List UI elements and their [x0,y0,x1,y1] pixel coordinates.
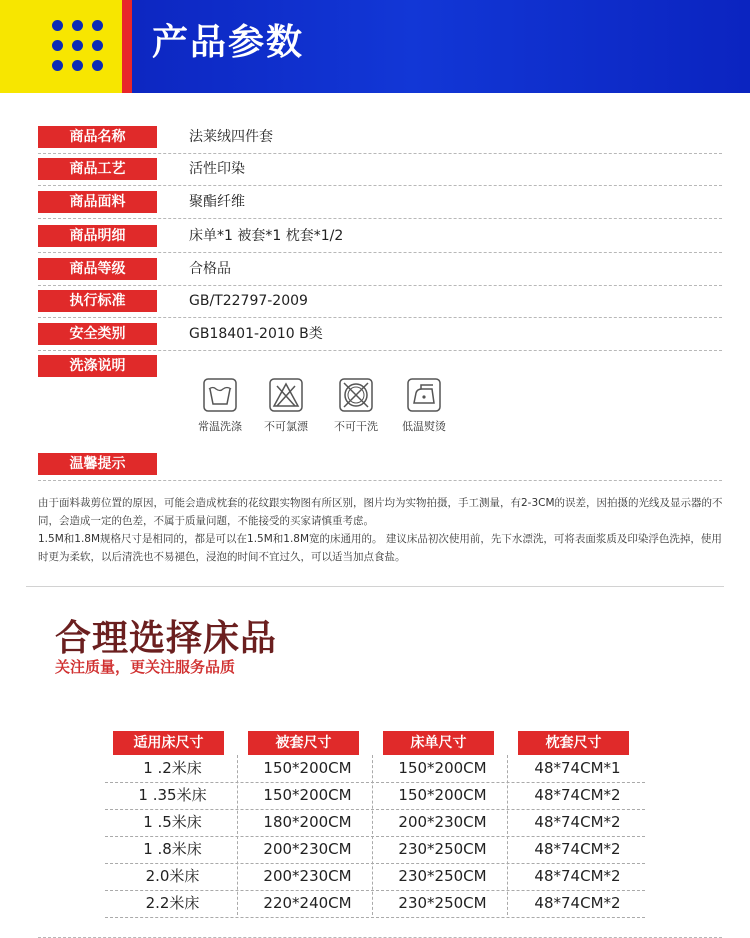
section-title: 合理选择床品 [55,618,278,659]
iron-low-icon [407,378,441,412]
table-cell: 200*230CM [263,840,352,858]
page-title: 产品参数 [152,22,305,63]
param-divider [38,185,722,186]
param-label: 安全类别 [38,323,157,345]
table-cell: 48*74CM*2 [534,813,621,831]
param-label: 商品工艺 [38,158,157,180]
table-cell: 48*74CM*2 [534,840,621,858]
param-row [38,187,722,219]
wash-label: 常温洗涤 [198,420,242,433]
table-cell: 180*200CM [263,813,352,831]
column-header: 床单尺寸 [383,731,494,755]
wash-label: 不可氯漂 [264,420,308,433]
no-dryclean-icon [339,378,373,412]
param-row [38,286,722,318]
param-value: 合格品 [189,261,231,277]
param-label: 商品明细 [38,225,157,247]
table-cell: 200*230CM [263,867,352,885]
wash-label: 不可干洗 [334,420,378,433]
param-label: 商品面料 [38,191,157,213]
dots-icon [52,20,104,72]
table-cell: 48*74CM*2 [534,894,621,912]
param-row [38,154,722,186]
table-cell: 48*74CM*2 [534,867,621,885]
param-label: 洗涤说明 [38,355,157,377]
param-divider [38,480,722,481]
param-row-tips [38,449,722,481]
basin-icon [203,378,237,412]
table-cell: 48*74CM*1 [534,759,621,777]
param-label: 温馨提示 [38,453,157,475]
banner-yellow-block [0,0,122,93]
column-header: 被套尺寸 [248,731,359,755]
header-banner [0,0,750,93]
table-cell: 220*240CM [263,894,352,912]
grid-line [105,917,645,918]
section-divider [26,586,724,587]
table-cell: 230*250CM [398,840,487,858]
table-cell: 200*230CM [398,813,487,831]
table-cell: 150*200CM [263,759,352,777]
no-bleach-icon [269,378,303,412]
param-label: 商品名称 [38,126,157,148]
table-cell: 230*250CM [398,867,487,885]
param-label: 商品等级 [38,258,157,280]
table-cell: 150*200CM [398,786,487,804]
param-label: 执行标准 [38,290,157,312]
column-header: 适用床尺寸 [113,731,224,755]
table-cell: 2.2米床 [145,894,200,912]
param-row [38,254,722,286]
table-cell: 1 .35米床 [138,786,207,804]
param-value: 聚酯纤维 [189,194,245,210]
param-value: 活性印染 [189,161,245,177]
param-divider [38,252,722,253]
table-cell: 150*200CM [398,759,487,777]
param-row [38,221,722,253]
param-divider [38,218,722,219]
table-cell: 1 .8米床 [143,840,202,858]
wash-icon-basin [190,378,250,434]
table-cell: 1 .5米床 [143,813,202,831]
param-value: GB/T22797-2009 [189,293,308,309]
column-header: 枕套尺寸 [518,731,629,755]
table-cell: 2.0米床 [145,867,200,885]
notice-text [38,494,726,566]
table-cell: 1 .2米床 [143,759,202,777]
size-table [105,727,645,917]
table-cell: 48*74CM*2 [534,786,621,804]
table-cell: 230*250CM [398,894,487,912]
wash-icon-no-bleach [256,378,316,434]
notice-line-2: 1.5M和1.8M规格尺寸是相同的，都是可以在1.5M和1.8M宽的床通用的。 建议床品初次使用前，先下水漂洗，可将表面浆质及印染浮色洗掉，使用时更为柔软，以后清洗也不易褪色，浸泡的时间不宜过久，可以适当加点食盐。 [38,533,722,563]
param-divider [38,317,722,318]
param-row [38,122,722,154]
param-value: 法莱绒四件套 [189,129,273,145]
table-cell: 150*200CM [263,786,352,804]
banner-stripe [122,0,132,93]
wash-icon-no-dryclean [326,378,386,434]
wash-icon-iron-low [394,378,454,434]
notice-line-1: 由于面料裁剪位置的原因，可能会造成枕套的花纹跟实物图有所区别，图片均为实物拍摄，手工测量，有2-3CM的误差，因拍摄的光线及显示器的不同，会造成一定的色差，不属于质量问题，不能接受的买家请慎重考虑。 [38,497,723,527]
param-value: GB18401-2010 B类 [189,326,323,342]
section-subtitle: 关注质量，更关注服务品质 [55,658,236,676]
wash-label: 低温熨烫 [402,420,446,433]
param-row [38,319,722,351]
param-value: 床单*1 被套*1 枕套*1/2 [189,228,344,244]
